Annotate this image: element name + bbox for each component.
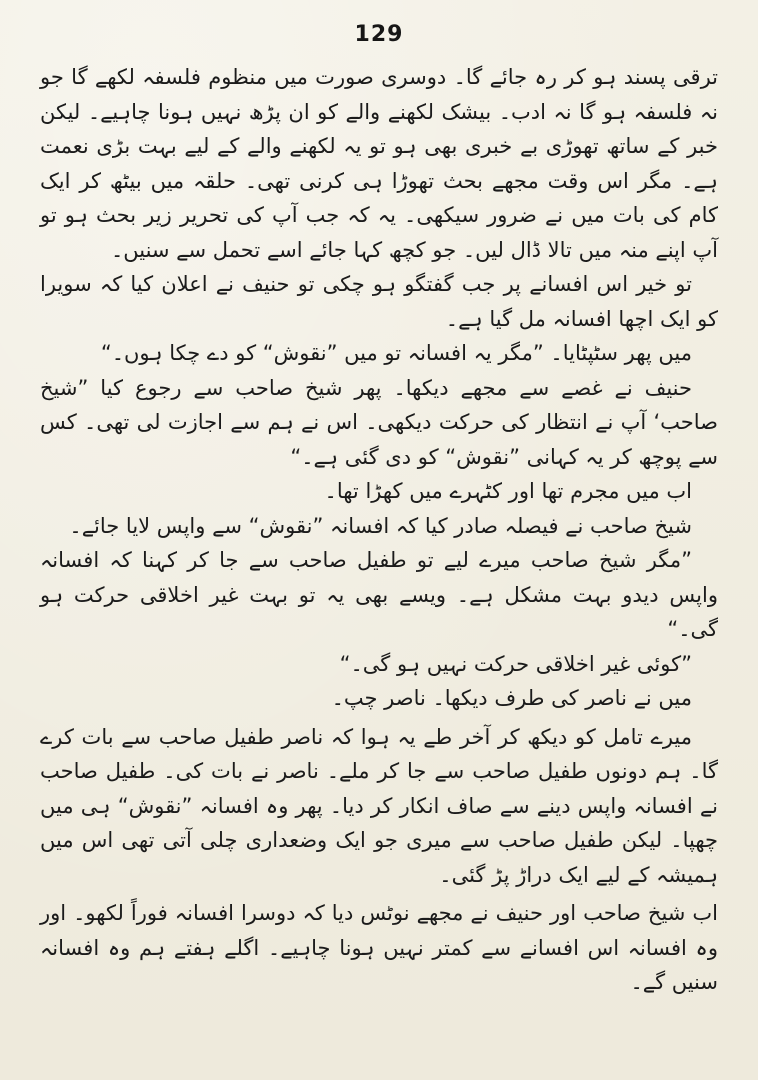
paragraph-8: ”کوئی غیر اخلاقی حرکت نہیں ہو گی۔“: [339, 651, 692, 676]
paragraph-11: اب شیخ صاحب اور حنیف نے مجھے نوٹس دیا کہ دوسرا افسانہ فوراً لکھو۔ اور وہ افسانہ اس افسانے سے کمتر نہیں ہونا چاہیے۔ اگلے ہفتے ہم وہ افسانہ سنیں گے۔: [40, 901, 718, 994]
page-body-text: [40, 60, 718, 1000]
paragraph-3: میں پھر سٹپٹایا۔ ”مگر یہ افسانہ تو میں ”نقوش“ کو دے چکا ہوں۔“: [100, 341, 692, 365]
paragraph-7: ”مگر شیخ صاحب میرے لیے تو طفیل صاحب سے جا کر کہنا کہ افسانہ واپس دیدو بہت مشکل ہے۔ ویسے بھی یہ تو بہت غیر اخلاقی حرکت ہو گی۔“: [40, 548, 718, 641]
paragraph-10: میرے تامل کو دیکھ کر آخر طے یہ ہوا کہ ناصر طفیل صاحب سے بات کرے گا۔ ہم دونوں طفیل صاحب سے جا کر ملے۔ ناصر نے بات کی۔ طفیل صاحب نے افسانہ واپس دینے سے صاف انکار کر دیا۔ پھر وہ افسانہ ”نقوش“ ہی میں چھپا۔ لیکن طفیل صاحب سے میری جو ایک وضعداری چلی آتی تھی اس میں ہمیشہ کے لیے ایک دراڑ پڑ گئی۔: [40, 724, 718, 887]
paragraph-1: ترقی پسند ہو کر رہ جائے گا۔ دوسری صورت میں منظوم فلسفہ لکھے گا جو نہ فلسفہ ہو گا نہ ادب۔ بیشک لکھنے والے کو ان پڑھ نہیں ہونا چاہیے۔ لیکن خبر کے ساتھ تھوڑی بے خبری بھی ہو تو یہ لکھنے والے کے لیے بہت بڑی نعمت ہے۔ مگر اس وقت مجھے بحث تھوڑا ہی کرنی تھی۔ حلقہ میں بیٹھ کر ایک کام کی بات میں نے ضرور سیکھی۔ یہ کہ جب آپ کی تحریر زیر بحث ہو تو آپ اپنے منہ میں تالا ڈال لیں۔ جو کچھ کہا جائے اسے تحمل سے سنیں۔: [40, 65, 718, 262]
page-number: 129: [354, 22, 404, 47]
paragraph-2: تو خیر اس افسانے پر جب گفتگو ہو چکی تو حنیف نے اعلان کیا کہ سویرا کو ایک اچھا افسانہ مل گیا ہے۔: [40, 272, 718, 331]
paragraph-9: میں نے ناصر کی طرف دیکھا۔ ناصر چپ۔: [331, 686, 692, 710]
paragraph-5: اب میں مجرم تھا اور کٹہرے میں کھڑا تھا۔: [324, 479, 692, 503]
paragraph-4: حنیف نے غصے سے مجھے دیکھا۔ پھر شیخ صاحب سے رجوع کیا ”شیخ صاحب‘ آپ نے انتظار کی حرکت دیکھی۔ اس نے ہم سے اجازت لی تھی۔ کس سے پوچھ کر یہ کہانی ”نقوش“ کو دی گئی ہے۔“: [40, 375, 718, 469]
paragraph-6: شیخ صاحب نے فیصلہ صادر کیا کہ افسانہ ”نقوش“ سے واپس لایا جائے۔: [69, 513, 692, 538]
